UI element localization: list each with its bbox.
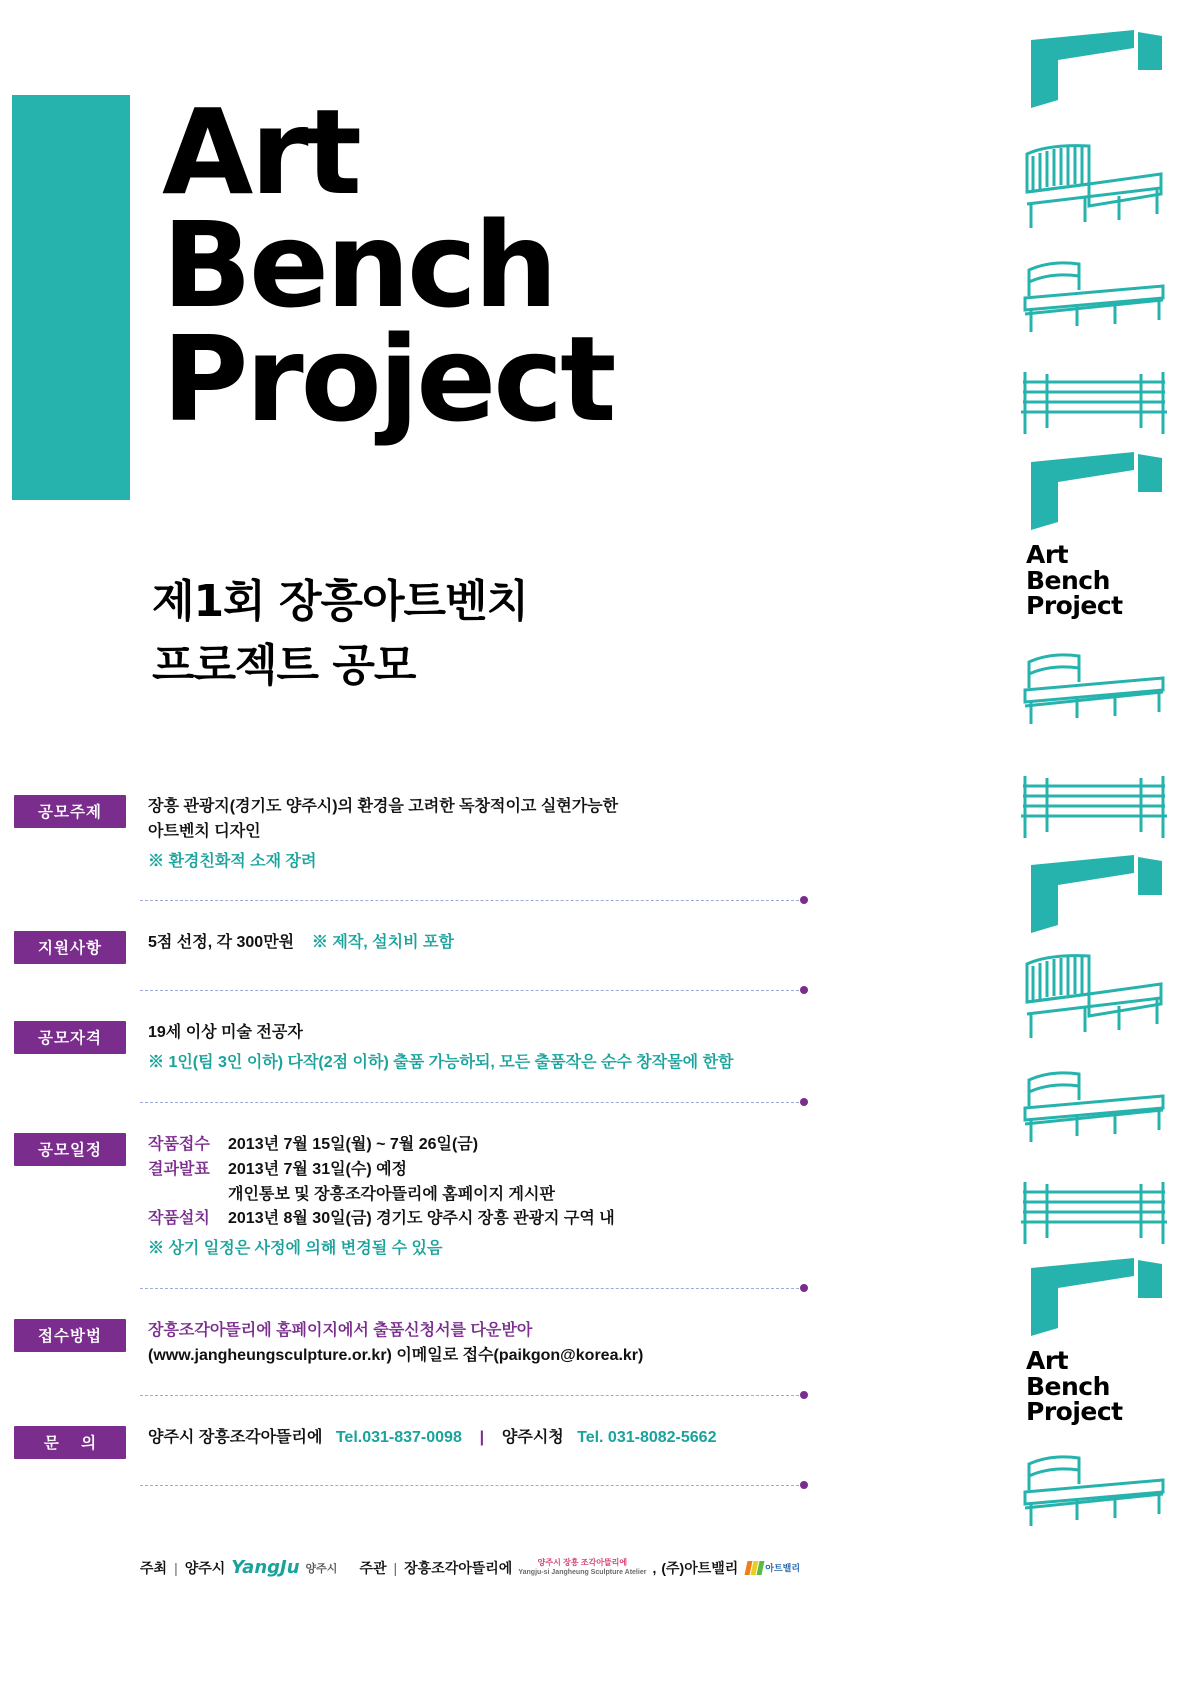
side-title-line-3: Project xyxy=(1026,591,1123,620)
organizer-label: 주관 xyxy=(359,1559,387,1576)
section-application-body xyxy=(126,1319,804,1369)
section-schedule-tag: 공모일정 xyxy=(14,1133,126,1166)
decorative-teal-bar xyxy=(12,95,130,500)
side-stack-title xyxy=(1026,542,1123,619)
subject-note: ※ 환경친화적 소재 장려 xyxy=(148,852,317,870)
schedule-value-1: 2013년 7월 15일(월) ~ 7월 26일(금) xyxy=(228,1135,479,1153)
partner-name: (주)아트밸리 xyxy=(661,1559,739,1576)
schedule-sub-2: 개인통보 및 장흥조각아뜰리에 홈페이지 게시판 xyxy=(228,1185,555,1203)
korean-subtitle-line-1: 제1회 장흥아트벤치 xyxy=(152,576,528,627)
schedule-item xyxy=(148,1207,804,1232)
atelier-logo-en: Yangju-si Jangheung Sculpture Atelier xyxy=(518,1568,647,1576)
side-title-line-2: Bench xyxy=(1026,1371,1110,1401)
abstract-bench-icon xyxy=(1026,452,1166,537)
host-label: 주최 xyxy=(140,1559,168,1576)
park-bench-icon xyxy=(1019,772,1169,844)
slatted-bench-icon xyxy=(1019,950,1169,1045)
section-divider xyxy=(140,1395,804,1396)
support-note: ※ 제작, 설치비 포함 xyxy=(311,934,454,952)
section-divider xyxy=(140,1288,804,1289)
schedule-key-2: 결과발표 xyxy=(148,1160,210,1178)
artvalley-mark-icon xyxy=(746,1561,762,1575)
section-schedule xyxy=(14,1133,804,1289)
slatted-bench-icon xyxy=(1019,140,1169,235)
section-subject-tag: 공모주제 xyxy=(14,795,126,828)
section-application xyxy=(14,1319,804,1396)
footer-comma: , xyxy=(652,1559,657,1576)
title-line-1: Art xyxy=(162,83,359,221)
section-schedule-body xyxy=(126,1133,804,1262)
section-eligibility-tag: 공모자격 xyxy=(14,1021,126,1054)
side-stack-title xyxy=(1026,1348,1123,1425)
contact-divider: | xyxy=(479,1428,485,1446)
table-bench-icon xyxy=(1019,1068,1169,1148)
table-bench-icon xyxy=(1019,650,1169,730)
organizer-divider: | xyxy=(393,1559,398,1576)
section-divider xyxy=(140,990,804,991)
eligibility-note: ※ 1인(팀 3인 이하) 다작(2점 이하) 출품 가능하되, 모든 출품작은 순수 창작물에 한함 xyxy=(148,1054,734,1072)
subject-line-2: 아트벤치 디자인 xyxy=(148,822,261,840)
contact-org-1: 양주시 장흥조각아뜰리에 xyxy=(148,1428,323,1446)
host-divider: | xyxy=(174,1559,178,1576)
park-bench-icon xyxy=(1019,1178,1169,1250)
abstract-bench-icon xyxy=(1026,30,1166,115)
side-title-line-1: Art xyxy=(1026,1346,1069,1375)
section-subject-body xyxy=(126,795,804,874)
schedule-item xyxy=(148,1158,804,1183)
info-sections xyxy=(14,795,804,1486)
artvalley-logo-text: 아트밸리 xyxy=(765,1563,801,1573)
section-application-tag: 접수방법 xyxy=(14,1319,126,1352)
table-bench-icon xyxy=(1019,1452,1169,1532)
footer-credits xyxy=(140,1557,800,1578)
host-name: 양주시 xyxy=(184,1559,226,1576)
application-line-1: 장흥조각아뜰리에 홈페이지에서 출품신청서를 다운받아 xyxy=(148,1321,533,1339)
park-bench-icon xyxy=(1019,368,1169,440)
schedule-key-1: 작품접수 xyxy=(148,1135,210,1153)
organizer-name: 장흥조각아뜰리에 xyxy=(404,1559,513,1576)
schedule-note: ※ 상기 일정은 사정에 의해 변경될 수 있음 xyxy=(148,1240,443,1258)
abstract-bench-icon xyxy=(1026,1258,1166,1343)
contact-tel-1: Tel.031-837-0098 xyxy=(335,1428,462,1446)
side-title-line-2: Bench xyxy=(1026,565,1110,595)
section-contact-body xyxy=(126,1426,804,1451)
artvalley-logo xyxy=(746,1561,800,1575)
section-contact xyxy=(14,1426,804,1486)
contact-tel-2: Tel. 031-8082-5662 xyxy=(577,1428,717,1446)
korean-subtitle-line-2: 프로젝트 공모 xyxy=(152,639,416,691)
section-support xyxy=(14,931,804,991)
schedule-item xyxy=(148,1133,804,1158)
schedule-key-3: 작품설치 xyxy=(148,1210,210,1228)
korean-subtitle xyxy=(152,570,528,698)
contact-org-2: 양주시청 xyxy=(501,1428,564,1446)
section-support-tag: 지원사항 xyxy=(14,931,126,964)
page-title xyxy=(162,83,614,448)
section-contact-tag: 문 의 xyxy=(14,1426,126,1459)
yangju-logo-sub: 양주시 xyxy=(305,1562,338,1575)
side-title-line-3: Project xyxy=(1026,1397,1123,1426)
abstract-bench-icon xyxy=(1026,855,1166,940)
title-line-2: Bench xyxy=(162,196,555,335)
atelier-logo-kr: 양주시 장흥 조각아뜰리에 xyxy=(537,1558,628,1568)
bench-illustration-column xyxy=(976,0,1191,1701)
yangju-logo: YangJu xyxy=(231,1557,300,1578)
section-divider xyxy=(140,900,804,901)
section-divider xyxy=(140,1485,804,1486)
section-subject xyxy=(14,795,804,901)
subject-line-1: 장흥 관광지(경기도 양주시)의 환경을 고려한 독창적이고 실현가능한 xyxy=(148,798,619,815)
eligibility-line: 19세 이상 미술 전공자 xyxy=(148,1024,303,1042)
section-eligibility xyxy=(14,1021,804,1103)
table-bench-icon xyxy=(1019,258,1169,338)
section-eligibility-body xyxy=(126,1021,804,1076)
schedule-value-3: 2013년 8월 30일(금) 경기도 양주시 장흥 관광지 구역 내 xyxy=(228,1210,615,1228)
schedule-value-2: 2013년 7월 31일(수) 예정 xyxy=(228,1160,408,1178)
support-amount: 5점 선정, 각 300만원 xyxy=(148,934,295,952)
section-divider xyxy=(140,1102,804,1103)
section-support-body xyxy=(126,931,804,956)
side-title-line-1: Art xyxy=(1026,540,1069,569)
application-line-2: (www.jangheungsculpture.or.kr) 이메일로 접수(paikgon@korea.kr) xyxy=(148,1346,644,1364)
title-line-3: Project xyxy=(162,309,614,448)
atelier-logo xyxy=(518,1558,646,1576)
